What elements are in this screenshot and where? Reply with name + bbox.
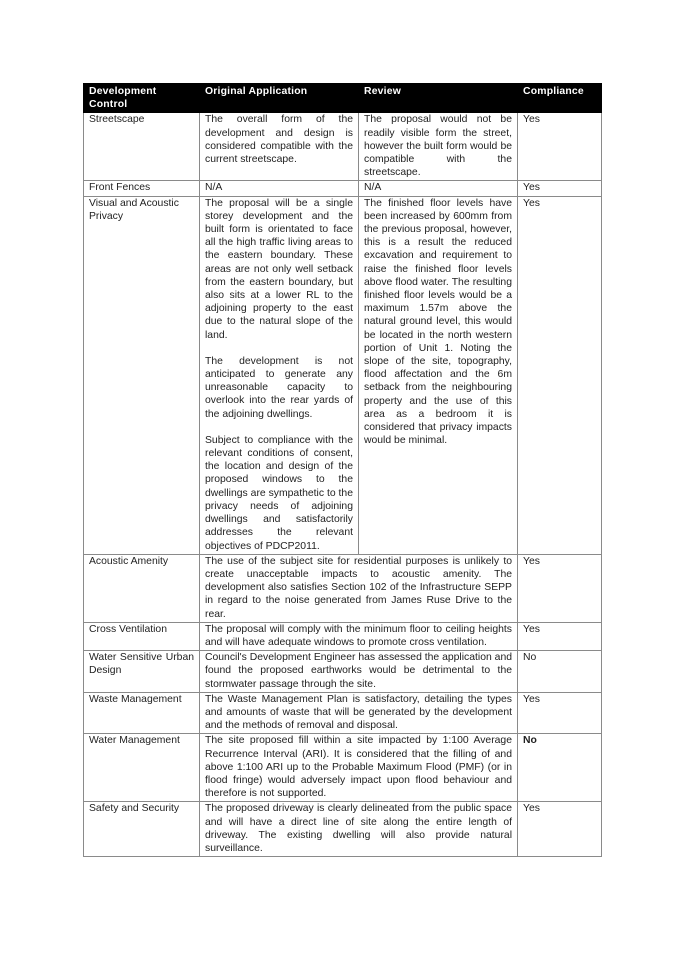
original-text: N/A [205, 182, 223, 194]
header-development-control: Development Control [84, 84, 200, 113]
assessment-cell: Council's Development Engineer has assessed the application and found the proposed earthworks would be detrimental to the stormwater passage through the site. [200, 651, 518, 693]
header-review: Review [359, 84, 518, 113]
compliance-cell: No [518, 734, 602, 802]
assessment-cell: The proposed driveway is clearly delineated from the public space and will have a direct line of site along the entire length of driveway. The existing dwelling will also provide natural surveillance. [200, 802, 518, 857]
table-row [84, 181, 602, 196]
review-text: The finished floor levels have been increased by 600mm from the previous proposal, however, this is a result the reduced excavation and requirement to raise the finished floor levels above flood water. The resulting finished floor levels would be a maximum 1.57m above the natural ground level, this would be located in the north western portion of Unit 1. Noting the slope of the site, topography, flood affectation and the 6m setback from the neighbouring property and the use of this area as a bedroom it is considered that privacy impacts would be minimal. [364, 197, 512, 447]
header-compliance: Compliance [518, 84, 602, 113]
table-row [84, 113, 602, 181]
original-cell [200, 113, 359, 181]
review-text: The proposal would not be readily visible form the street, however the built form would be compatible with the streetscape. [364, 114, 512, 179]
compliance-cell: Yes [518, 554, 602, 622]
control-cell: Cross Ventilation [84, 622, 200, 650]
control-cell: Water Management [84, 734, 200, 802]
control-cell: Front Fences [84, 181, 200, 196]
original-text: Subject to compliance with the relevant conditions of consent, the location and design of the proposed windows to the dwellings are sympathetic to the privacy needs of adjoining dwellings and satisfactorily addresses the relevant objectives of PDCP2011. [205, 434, 353, 552]
assessment-cell: The Waste Management Plan is satisfactory, detailing the types and amounts of waste that will be generated by the development and the methods of removal and disposal. [200, 692, 518, 734]
control-cell: Water Sensitive Urban Design [84, 651, 200, 693]
compliance-cell: Yes [518, 692, 602, 734]
compliance-cell: Yes [518, 113, 602, 181]
original-cell [200, 181, 359, 196]
compliance-cell: Yes [518, 622, 602, 650]
control-cell: Acoustic Amenity [84, 554, 200, 622]
review-cell [359, 113, 518, 181]
table-row [84, 692, 602, 734]
review-text: N/A [364, 182, 382, 194]
table-row [84, 802, 602, 857]
original-text: The development is not anticipated to generate any unreasonable capacity to overlook into the rear yards of the adjoining dwellings. [205, 355, 353, 420]
development-control-table [83, 83, 602, 857]
assessment-cell: The use of the subject site for residential purposes is unlikely to create unacceptable impacts to acoustic amenity. The development also satisfies Section 102 of the Infrastructure SEPP in regard to the noise generated from James Ruse Drive to the rear. [200, 554, 518, 622]
assessment-cell: The proposal will comply with the minimum floor to ceiling heights and will have adequate windows to promote cross ventilation. [200, 622, 518, 650]
compliance-cell: Yes [518, 181, 602, 196]
table-row [84, 554, 602, 622]
compliance-cell: Yes [518, 196, 602, 554]
review-cell [359, 196, 518, 554]
table-row [84, 651, 602, 693]
original-text: The proposal will be a single storey development and the built form is orientated to face all the high traffic living areas to the eastern boundary. These areas are not only well setback from the eastern boundary, but also sits at a lower RL to the adjoining property to the east due to the natural slope of the land. [205, 197, 353, 341]
table-row [84, 196, 602, 554]
compliance-cell: Yes [518, 802, 602, 857]
assessment-cell: The site proposed fill within a site impacted by 1:100 Average Recurrence Interval (ARI). It is considered that the filling of and above 1:100 ARI up to the Probable Maximum Flood (PMF) (or in flood fringe) would adversely impact upon flood behaviour and therefore is not supported. [200, 734, 518, 802]
table-row [84, 622, 602, 650]
control-cell: Visual and Acoustic Privacy [84, 196, 200, 554]
compliance-cell: No [518, 651, 602, 693]
original-cell [200, 196, 359, 554]
review-cell [359, 181, 518, 196]
control-cell: Streetscape [84, 113, 200, 181]
table-header-row [84, 84, 602, 113]
header-original-application: Original Application [200, 84, 359, 113]
control-cell: Safety and Security [84, 802, 200, 857]
control-cell: Waste Management [84, 692, 200, 734]
original-text: The overall form of the development and design is considered compatible with the current streetscape. [205, 114, 353, 166]
table-row [84, 734, 602, 802]
